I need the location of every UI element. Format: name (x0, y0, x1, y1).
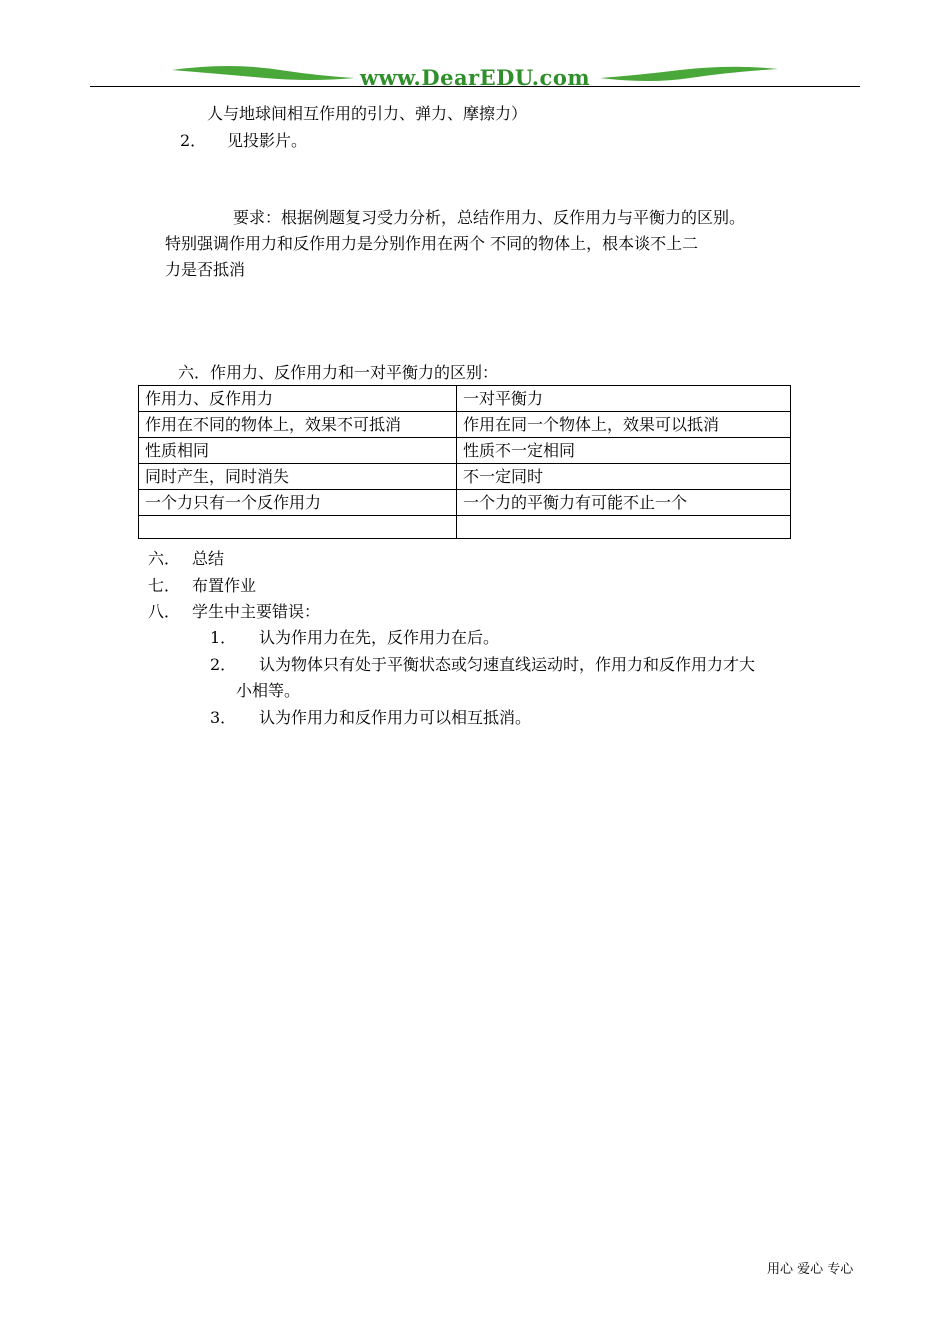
section-6-heading: 总结 (192, 549, 225, 568)
table-cell: 不一定同时 (457, 464, 791, 490)
error-1-text: 认为作用力在先，反作用力在后。 (259, 628, 500, 647)
table-row (139, 516, 791, 539)
table-row (139, 464, 791, 490)
table-cell: 一个力的平衡力有可能不止一个 (457, 490, 791, 516)
comparison-table (138, 385, 791, 539)
item-2-number: 2． (180, 131, 207, 150)
error-2-continuation: 小相等。 (236, 681, 301, 700)
table-title: 六．作用力、反作用力和一对平衡力的区别： (178, 363, 499, 382)
site-logo-text: www.DearEDU.com (359, 65, 591, 90)
table-row (139, 412, 791, 438)
error-1-number: 1． (210, 628, 237, 647)
table-cell: 作用在同一个物体上，效果可以抵消 (457, 412, 791, 438)
table-cell: 性质相同 (139, 438, 457, 464)
table-row (139, 438, 791, 464)
error-3-number: 3． (210, 708, 237, 727)
table-row (139, 490, 791, 516)
table-cell: 性质不一定相同 (457, 438, 791, 464)
requirement-line-2: 特别强调作用力和反作用力是分别作用在两个 不同的物体上，根本谈不上二 (165, 234, 699, 253)
table-cell: 同时产生，同时消失 (139, 464, 457, 490)
table-cell (457, 516, 791, 539)
footer-slogan: 用心 爱心 专心 (767, 1262, 854, 1277)
header-rule (90, 86, 860, 87)
section-8-number: 八． (148, 602, 181, 621)
error-2-text: 认为物体只有处于平衡状态或匀速直线运动时，作用力和反作用力才大 (259, 655, 756, 674)
item-2-text: 见投影片。 (227, 131, 308, 150)
continuation-line: 人与地球间相互作用的引力、弹力、摩擦力） (207, 104, 528, 123)
section-6-number: 六． (148, 549, 181, 568)
table-cell (139, 516, 457, 539)
section-7-number: 七． (148, 576, 181, 595)
table-cell: 作用力、反作用力 (139, 386, 457, 412)
error-3-text: 认为作用力和反作用力可以相互抵消。 (259, 708, 532, 727)
table-row (139, 386, 791, 412)
requirement-line-3: 力是否抵消 (165, 260, 246, 279)
section-7-heading: 布置作业 (192, 576, 257, 595)
table-cell: 作用在不同的物体上，效果不可抵消 (139, 412, 457, 438)
requirement-line-1: 要求：根据例题复习受力分析，总结作用力、反作用力与平衡力的区别。 (233, 208, 746, 227)
table-cell: 一对平衡力 (457, 386, 791, 412)
table-cell: 一个力只有一个反作用力 (139, 490, 457, 516)
section-8-heading: 学生中主要错误： (192, 602, 321, 621)
error-2-number: 2． (210, 655, 237, 674)
